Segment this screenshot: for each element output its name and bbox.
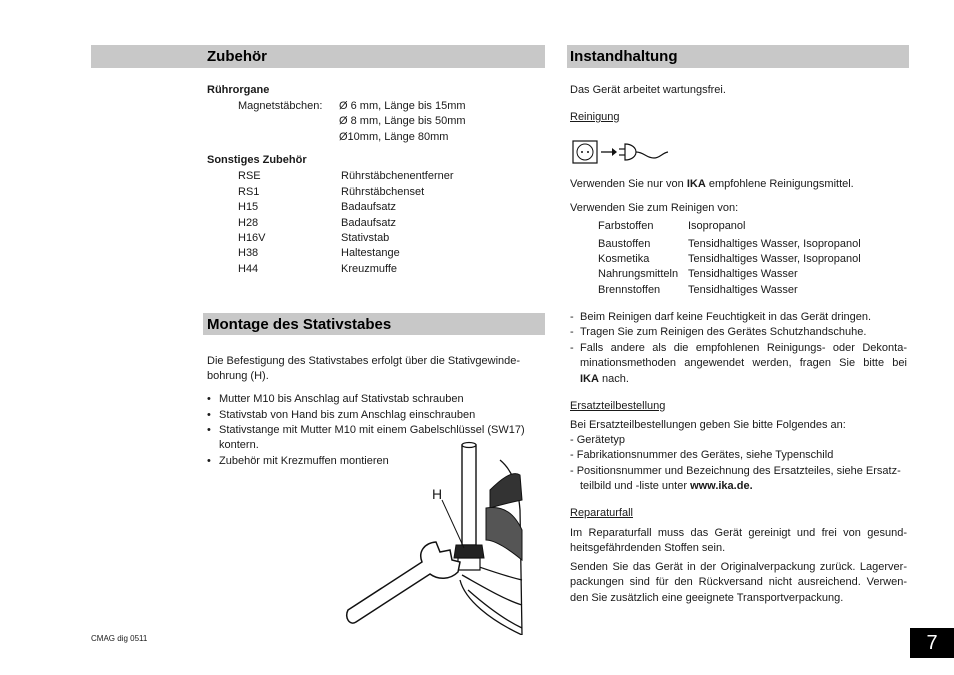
- ersatz-item: - Gerätetyp: [570, 434, 626, 446]
- dash-item: Falls andere als die empfohlenen Reinigungs- oder Dekonta-: [580, 342, 907, 354]
- accessory-desc: Kreuzmuffe: [341, 263, 398, 275]
- zubehoer-header-bar: [91, 45, 545, 68]
- dash-item: Tragen Sie zum Reinigen des Gerätes Schutzhandschuhe.: [580, 326, 867, 338]
- ersatz-item: - Positionsnummer und Bezeichnung des Ersatzteiles, siehe Ersatz-: [570, 465, 901, 477]
- magnet-label: Magnetstäbchen:: [238, 100, 323, 112]
- figure-label-h: H: [432, 486, 443, 502]
- ika-cleaning-line: Verwenden Sie nur von IKA empfohlene Reinigungsmittel.: [570, 178, 854, 190]
- reparatur-text: den Sie zusätzlich eine geeignete Transportverpackung.: [570, 592, 844, 604]
- reinigen-von-text: Verwenden Sie zum Reinigen von:: [570, 202, 739, 214]
- stand-rod-illustration: [340, 440, 530, 635]
- accessory-desc: Haltestange: [341, 247, 400, 259]
- bullet-dot: •: [207, 455, 211, 467]
- montage-bullet: Mutter M10 bis Anschlag auf Stativstab schrauben: [219, 393, 464, 405]
- reparatur-text: Im Reparaturfall muss das Gerät gereinigt und frei von gesund-: [570, 527, 907, 539]
- reparatur-heading: Reparaturfall: [570, 507, 633, 519]
- reinigung-heading: Reinigung: [570, 111, 620, 123]
- accessory-code: RS1: [238, 186, 260, 198]
- cleaning-stoff: Farbstoffen: [598, 220, 654, 232]
- cleaning-stoff: Nahrungsmitteln: [598, 268, 679, 280]
- accessory-desc: Rührstäbchenentferner: [341, 170, 454, 182]
- label-leader-line: [442, 500, 464, 548]
- dash-marker: -: [570, 326, 574, 338]
- stand-rod-top: [462, 443, 476, 448]
- cleaning-mittel: Tensidhaltiges Wasser: [688, 284, 798, 296]
- unplug-icon: [572, 140, 670, 166]
- cleaning-mittel: Tensidhaltiges Wasser, Isopropanol: [688, 253, 861, 265]
- montage-bullet: Stativstange mit Mutter M10 mit einem Gabelschlüssel (SW17): [219, 424, 525, 436]
- accessory-code: H44: [238, 263, 259, 275]
- accessory-code: H38: [238, 247, 259, 259]
- magnet-item: Ø10mm, Länge 80mm: [339, 131, 449, 143]
- montage-intro: Die Befestigung des Stativstabes erfolgt über die Stativgewinde-: [207, 355, 521, 367]
- montage-bullet: Stativstab von Hand bis zum Anschlag einschrauben: [219, 409, 476, 421]
- montage-bullet: Zubehör mit Krezmuffen montieren: [219, 455, 389, 467]
- cleaning-stoff: Baustoffen: [598, 238, 651, 250]
- accessory-desc: Badaufsatz: [341, 217, 397, 229]
- accessory-desc: Stativstab: [341, 232, 390, 244]
- cleaning-stoff: Brennstoffen: [598, 284, 661, 296]
- montage-title: Montage des Stativstabes: [207, 316, 392, 333]
- device-top-cap: [490, 474, 522, 508]
- device-base-curve: [460, 580, 522, 635]
- montage-intro: bohrung (H).: [207, 370, 269, 382]
- nut-lower: [458, 558, 480, 570]
- dash-marker: -: [570, 342, 574, 354]
- accessory-code: H15: [238, 201, 259, 213]
- accessory-desc: Badaufsatz: [341, 201, 397, 213]
- cleaning-mittel: Isopropanol: [688, 220, 746, 232]
- nut-m10: [454, 545, 484, 558]
- doc-id: CMAG dig 0511: [91, 634, 148, 643]
- cleaning-mittel: Tensidhaltiges Wasser, Isopropanol: [688, 238, 861, 250]
- accessory-code: H16V: [238, 232, 266, 244]
- dash-marker: -: [570, 311, 574, 323]
- bullet-dot: •: [207, 393, 211, 405]
- reparatur-text: Senden Sie das Gerät in der Originalverpackung zurück. Lagerver-: [570, 561, 907, 573]
- dash-item: minationsmethoden angewendet werden, fragen Sie bitte bei: [580, 357, 907, 369]
- reparatur-text: packungen sind für den Rückversand nicht ausreichend. Verwen-: [570, 576, 907, 588]
- magnet-item: Ø 8 mm, Länge bis 50mm: [339, 115, 466, 127]
- page-number: 7: [910, 628, 954, 658]
- magnet-item: Ø 6 mm, Länge bis 15mm: [339, 100, 466, 112]
- device-body-shading: [486, 507, 522, 560]
- ersatz-intro: Bei Ersatzteilbestellungen geben Sie bitte Folgendes an:: [570, 419, 846, 431]
- cleaning-mittel: Tensidhaltiges Wasser: [688, 268, 798, 280]
- wrench-icon: [347, 542, 460, 623]
- bullet-dot: •: [207, 424, 211, 436]
- dash-item: Beim Reinigen darf keine Feuchtigkeit in das Gerät dringen.: [580, 311, 872, 323]
- montage-bullet-continuation: kontern.: [219, 439, 259, 451]
- wartungsfrei-text: Das Gerät arbeitet wartungsfrei.: [570, 84, 726, 96]
- plug-icon: [625, 144, 636, 160]
- cleaning-stoff: Kosmetika: [598, 253, 650, 265]
- dash-item: IKA nach.: [580, 373, 629, 385]
- ersatz-item: - Fabrikationsnummer des Gerätes, siehe Typenschild: [570, 449, 834, 461]
- ersatz-item: teilbild und -liste unter www.ika.de.: [580, 480, 753, 492]
- stand-rod: [462, 445, 476, 545]
- instandhaltung-title: Instandhaltung: [570, 48, 678, 65]
- accessory-code: RSE: [238, 170, 261, 182]
- accessory-code: H28: [238, 217, 259, 229]
- ruehrorgane-heading: Rührorgane: [207, 84, 270, 96]
- ersatz-heading: Ersatzteilbestellung: [570, 400, 666, 412]
- accessory-desc: Rührstäbchenset: [341, 186, 425, 198]
- sonstiges-heading: Sonstiges Zubehör: [207, 154, 307, 166]
- bullet-dot: •: [207, 409, 211, 421]
- zubehoer-title: Zubehör: [207, 48, 267, 65]
- ika-website-link[interactable]: www.ika.de.: [690, 480, 753, 492]
- reparatur-text: heitsgefährdenden Stoffen sein.: [570, 542, 726, 554]
